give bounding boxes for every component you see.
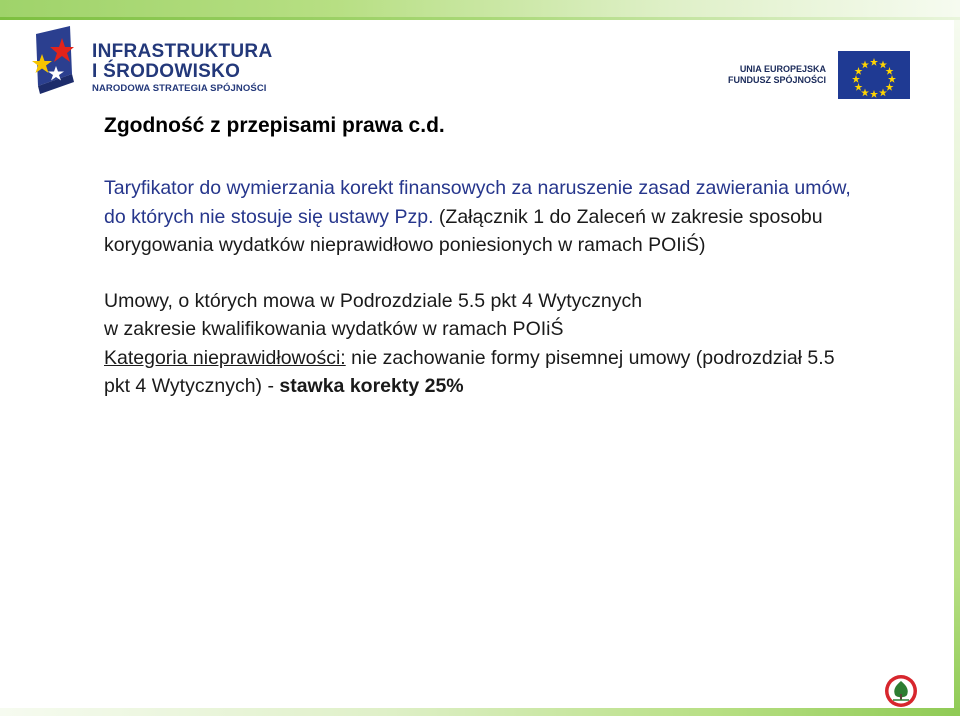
footer-emblem-icon bbox=[884, 674, 918, 708]
program-name-line1: INFRASTRUKTURA bbox=[92, 41, 273, 62]
tariff-annex-text: (Załącznik 1 do Zaleceń w zakresie sposobu korygowania wydatków nieprawidłowo poniesionych w ramach POIiŚ) bbox=[104, 205, 823, 256]
eu-flag-icon bbox=[838, 51, 910, 99]
program-subtitle: NARODOWA STRATEGIA SPÓJNOŚCI bbox=[92, 83, 267, 94]
tariff-link-text: Taryfikator do wymierzania korekt finansowych za naruszenie zasad zawierania umów, do których nie stosuje się ustawy Pzp. bbox=[104, 177, 851, 228]
eu-badge bbox=[728, 51, 910, 99]
category-text: nie zachowanie formy pisemnej umowy (podrozdział 5.5 pkt 4 Wytycznych) - bbox=[104, 346, 835, 397]
contracts-line1: Umowy, o których mowa w Podrozdziale 5.5 pkt 4 Wytycznych bbox=[104, 289, 643, 312]
paragraph-contracts bbox=[104, 287, 864, 401]
right-accent-bar bbox=[954, 20, 960, 716]
slide-title: Zgodność z przepisami prawa c.d. bbox=[104, 114, 445, 137]
eu-text-line2: FUNDUSZ SPÓJNOŚCI bbox=[727, 75, 826, 85]
bottom-accent-bar bbox=[0, 708, 960, 716]
top-accent-bar bbox=[0, 0, 960, 20]
program-logo bbox=[28, 24, 273, 100]
correction-rate: stawka korekty 25% bbox=[279, 375, 464, 397]
category-label: Kategoria nieprawidłowości: bbox=[104, 346, 346, 369]
contracts-line2: w zakresie kwalifikowania wydatków w ramach POIiŚ bbox=[104, 318, 564, 340]
eu-text-line1: UNIA EUROPEJSKA bbox=[739, 64, 826, 74]
program-name-line2: I ŚRODOWISKO bbox=[92, 61, 241, 82]
paragraph-tariff bbox=[104, 174, 864, 260]
category-line bbox=[104, 344, 864, 401]
slide-content bbox=[104, 112, 864, 401]
program-star-logo-icon bbox=[28, 24, 88, 100]
